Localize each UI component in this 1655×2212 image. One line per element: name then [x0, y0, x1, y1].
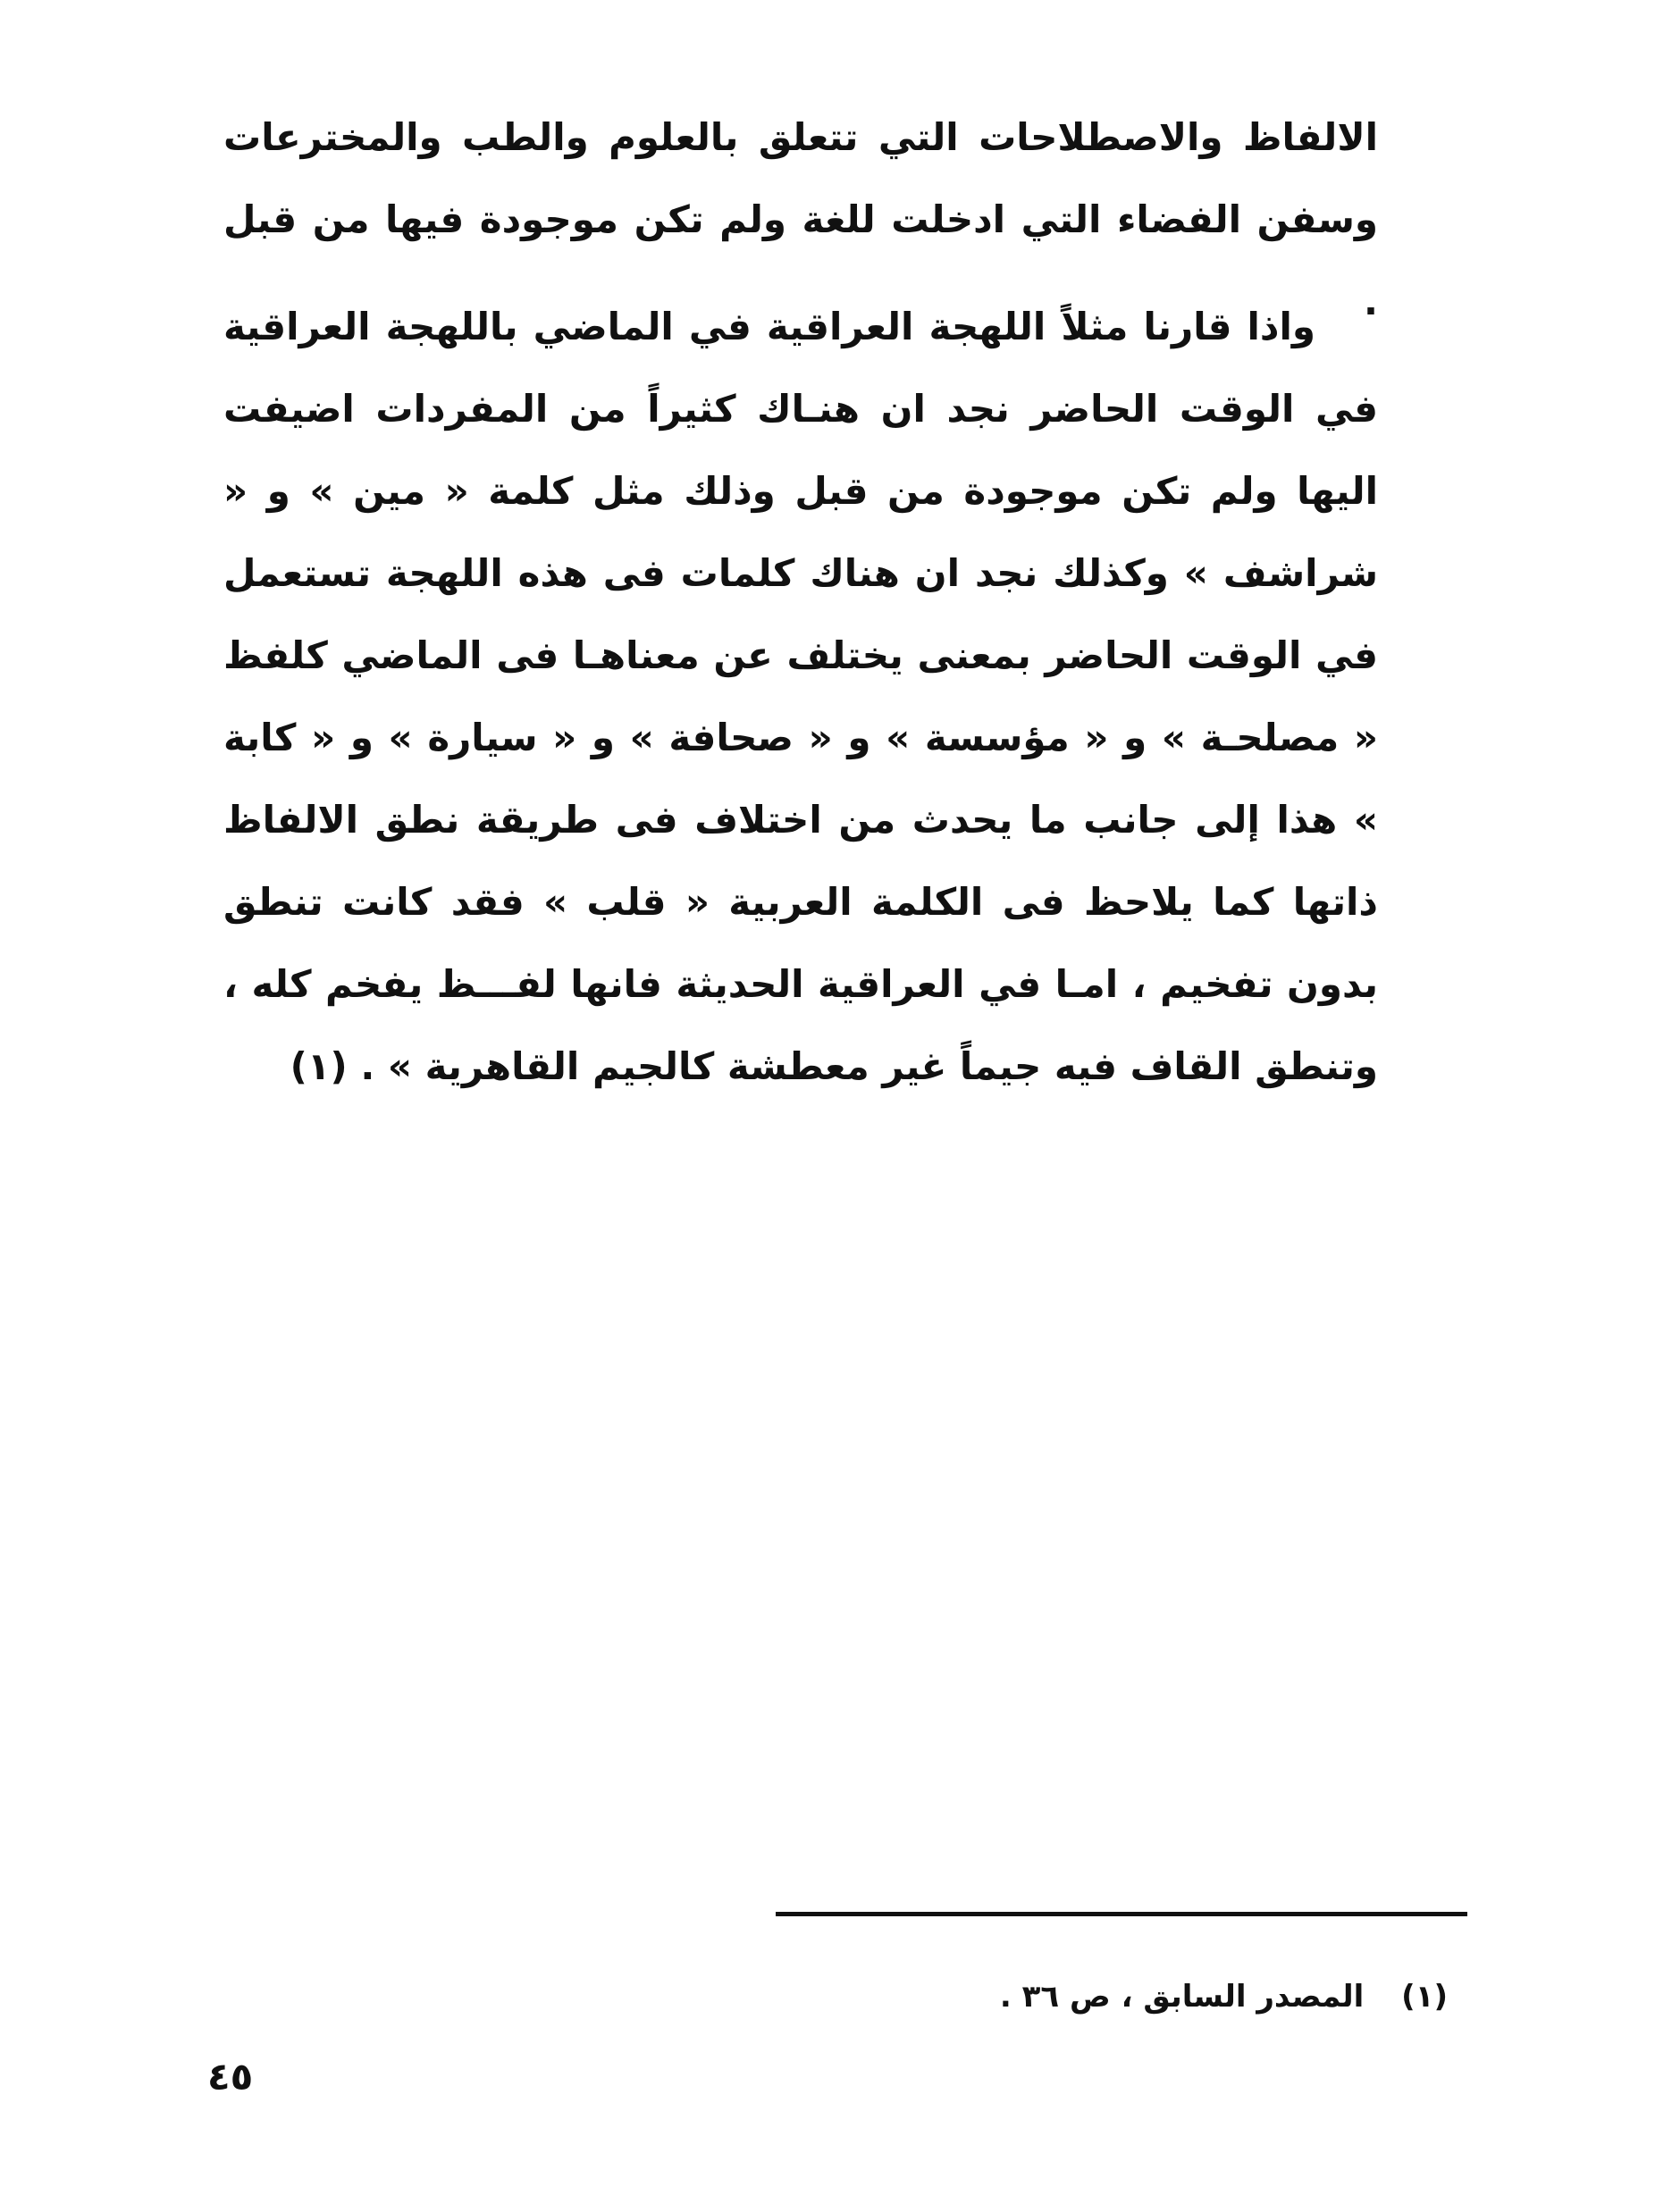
footnote-text: المصدر السابق ، ص ٣٦ . — [999, 1979, 1365, 2015]
body-paragraph: واذا قارنا مثلاً اللهجة العراقية في الماضي باللهجة العراقية في الوقت الحاضر نجد ان هنـاك كثيراً من المفردات اضيفت اليها ولم تكن موجودة من قبل وذلك مثل كلمة « مين » و « شراشف » وكذلك نجد ان هناك كلمات فى هذه اللهجة تستعمل في الوقت الحاضر بمعنى يختلف عن معناهـا فى الماضي كلفظ « مصلحـة » و « مؤسسة » و « صحافة » و « سيارة » و « كابة » هذا إلى جانب ما يحدث من اختلاف فى طريقة نطق الالفاظ ذاتها كما يلاحظ فى الكلمة العربية « قلب » فقد كانت تنطق بدون تفخيم ، امـا في العراقية الحديثة فانها لفـــظ يفخم كله ، وتنطق القاف فيه جيماً غير معطشة كالجيم القاهرية » . (١) — [223, 305, 1378, 1088]
footnote — [894, 1970, 1448, 2023]
body-paragraph: الالفاظ والاصطلاحات التي تتعلق بالعلوم والطب والمخترعات وسفن الفضاء التي ادخلت للغة ولم تكن موجودة فيها من قبل . — [223, 115, 1378, 323]
footnote-separator — [776, 1912, 1467, 1916]
footnote-number: (١) — [1401, 1979, 1448, 2015]
page-number: ٤٥ — [207, 2055, 254, 2099]
